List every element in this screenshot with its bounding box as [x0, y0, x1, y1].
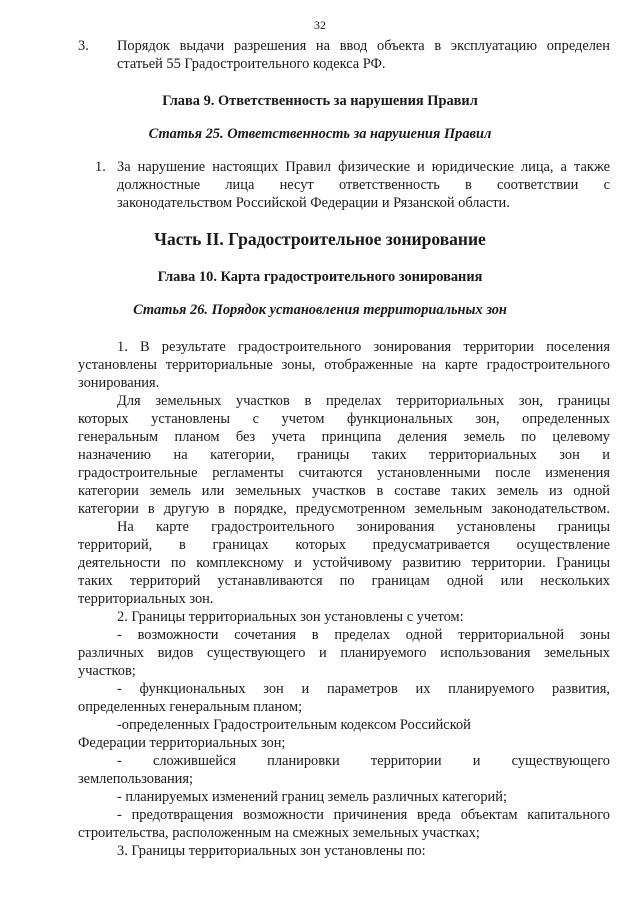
paragraph-line: категории земель или земельных участков в составе таких земель из одной: [78, 483, 610, 499]
paragraph-line: установлены территориальные зоны, отображенные на карте градостроительного: [78, 357, 610, 373]
part-heading: Часть II. Градостроительное зонирование: [154, 229, 486, 249]
paragraph-line: - планируемых изменений границ земель различных категорий;: [117, 789, 507, 805]
paragraph-line: землепользования;: [78, 771, 194, 787]
paragraph-line: - предотвращения возможности причинения вреда объектам капитального: [117, 807, 610, 823]
paragraph-line: которых установлены с учетом функциональных зон, определенных: [78, 411, 610, 427]
article-heading: Статья 26. Порядок установления территориальных зон: [133, 302, 507, 318]
paragraph-line: Для земельных участков в пределах территориальных зон, границы: [117, 393, 610, 409]
list-number: 1.: [95, 159, 106, 175]
paragraph-line: определенных генеральным планом;: [78, 699, 303, 715]
page-number: 32: [314, 18, 326, 32]
paragraph-line: - возможности сочетания в пределах одной территориальной зоны: [117, 627, 610, 643]
list-number: 3.: [78, 38, 89, 54]
article-heading: Статья 25. Ответственность за нарушения Правил: [148, 126, 492, 142]
paragraph-line: таких территорий устанавливаются по границам одной или нескольких: [78, 573, 610, 589]
paragraph-line: За нарушение настоящих Правил физические и юридические лица, а также: [117, 159, 610, 175]
paragraph-line: 1. В результате градостроительного зонирования территории поселения: [117, 339, 610, 355]
paragraph-line: строительства, расположенным на смежных земельных участках;: [78, 825, 480, 841]
chapter-heading: Глава 9. Ответственность за нарушения Правил: [162, 93, 478, 109]
paragraph-line: статьей 55 Градостроительного кодекса РФ.: [117, 56, 386, 72]
paragraph-line: градостроительные регламенты считаются установленными после изменения: [78, 465, 610, 481]
paragraph-line: территориальных зон.: [78, 591, 214, 607]
paragraph-line: категории в другую в порядке, предусмотренном земельным законодательством.: [78, 501, 610, 517]
paragraph-line: -определенных Градостроительным кодексом Российской: [117, 717, 471, 733]
chapter-heading: Глава 10. Карта градостроительного зонирования: [157, 269, 483, 285]
paragraph-line: Федерации территориальных зон;: [78, 735, 286, 751]
paragraph-line: Порядок выдачи разрешения на ввод объекта в эксплуатацию определен: [117, 38, 610, 54]
paragraph-line: генеральным планом без учета принципа деления земель по целевому: [78, 429, 610, 445]
paragraph-line: - сложившейся планировки территории и существующего: [117, 753, 610, 769]
paragraph-line: назначению на категории, границы таких территориальных зон и: [78, 447, 610, 463]
paragraph-line: 3. Границы территориальных зон установлены по:: [117, 843, 426, 859]
paragraph-line: - функциональных зон и параметров их планируемого развития,: [117, 681, 610, 697]
paragraph-line: различных видов существующего и планируемого использования земельных: [78, 645, 610, 661]
paragraph-line: деятельности по комплексному и устойчивому развитию территории. Границы: [78, 555, 610, 571]
paragraph-line: участков;: [78, 663, 136, 679]
paragraph-line: территорий, в границах которых предусматривается осуществление: [78, 537, 610, 553]
paragraph-line: На карте градостроительного зонирования установлены границы: [117, 519, 610, 535]
paragraph-line: законодательством Российской Федерации и Рязанской области.: [117, 195, 510, 211]
paragraph-line: 2. Границы территориальных зон установлены с учетом:: [117, 609, 464, 625]
paragraph-line: должностные лица несут ответственность в соответствии с: [117, 177, 610, 193]
paragraph-line: зонирования.: [78, 375, 160, 391]
